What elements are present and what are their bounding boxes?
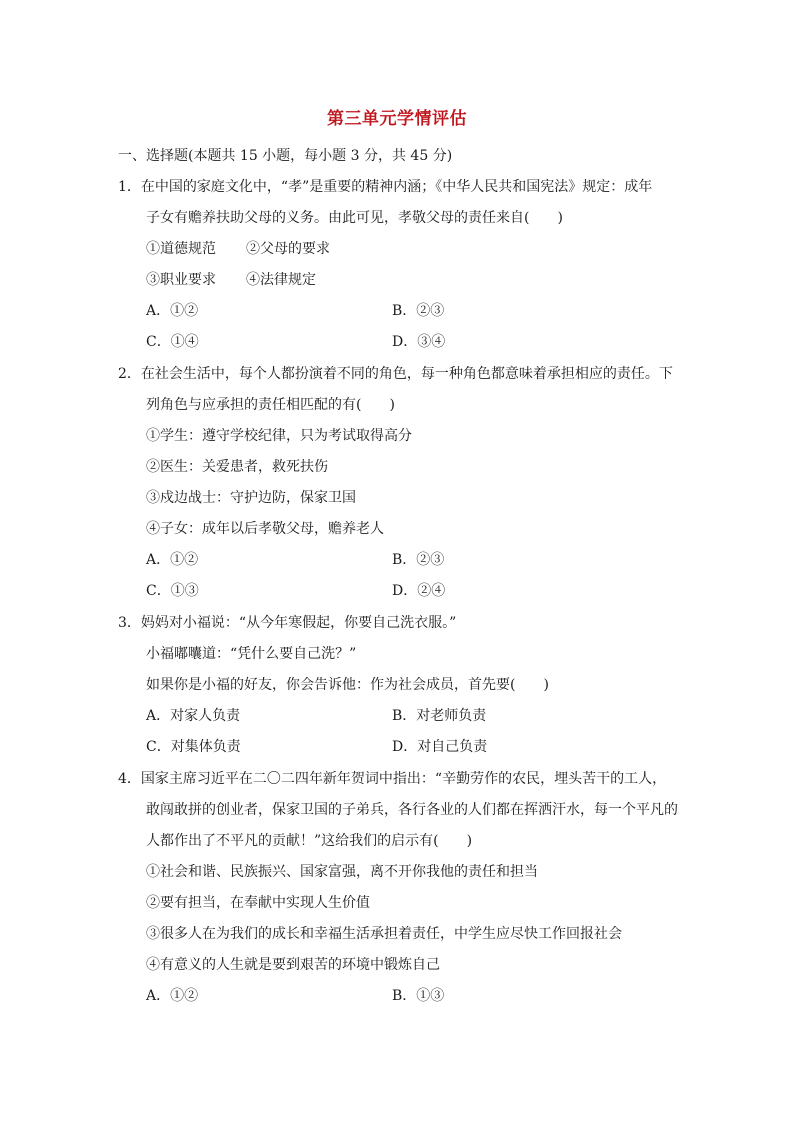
statement-item: ②要有担当，在奉献中实现人生价值 — [146, 895, 370, 911]
question-number: 4． — [118, 771, 141, 787]
statement-item: ①道德规范 — [146, 241, 216, 257]
option-d: D．对自己负责 — [392, 739, 488, 755]
question-3-line-2: 小福嘟囔道：“凭什么要自己洗？” — [146, 646, 357, 662]
section-header: 一、选择题(本题共 15 小题，每小题 3 分，共 45 分) — [118, 148, 453, 164]
option-b: B．②③ — [392, 552, 445, 568]
statement-item: ④子女：成年以后孝敬父母，赡养老人 — [146, 521, 384, 537]
option-b: B．对老师负责 — [392, 708, 487, 724]
option-c: C．①③ — [146, 583, 199, 599]
question-text: 在社会生活中，每个人都扮演着不同的角色，每一种角色都意味着承担相应的责任。下 — [140, 366, 673, 382]
question-4-line-1 — [118, 770, 666, 788]
option-a: A．对家人负责 — [146, 708, 241, 724]
question-text: 妈妈对小福说：“从今年寒假起，你要自己洗衣服。” — [140, 615, 457, 631]
question-1-items-row-2 — [146, 271, 316, 289]
statement-item: ③戍边战士：守护边防，保家卫国 — [146, 490, 356, 506]
option-b: B．①③ — [392, 988, 445, 1004]
page-title: 第三单元学情评估 — [327, 109, 467, 129]
question-4-line-2: 敢闯敢拼的创业者，保家卫国的子弟兵，各行各业的人们都在挥洒汗水，每一个平凡的 — [146, 802, 678, 818]
question-number: 1． — [118, 179, 141, 195]
option-c: C．①④ — [146, 334, 199, 350]
option-b: B．②③ — [392, 303, 445, 319]
question-number: 3． — [118, 615, 141, 631]
question-text: 国家主席习近平在二〇二四年新年贺词中指出：“辛勤劳作的农民，埋头苦干的工人， — [140, 771, 667, 787]
question-1-line-2: 子女有赡养扶助父母的义务。由此可见，孝敬父母的责任来自( ) — [146, 210, 563, 226]
statement-item: ③很多人在为我们的成长和幸福生活承担着责任，中学生应尽快工作回报社会 — [146, 926, 622, 942]
option-a: A．①② — [146, 552, 199, 568]
question-number: 2． — [118, 366, 141, 382]
statement-item: ④法律规定 — [246, 272, 316, 288]
question-3-line-3: 如果你是小福的好友，你会告诉他：作为社会成员，首先要( ) — [146, 677, 549, 693]
statement-item: ②父母的要求 — [246, 241, 330, 257]
question-2-line-1 — [118, 365, 673, 383]
statement-item: ④有意义的人生就是要到艰苦的环境中锻炼自己 — [146, 957, 440, 973]
question-4-line-3: 人都作出了不平凡的贡献！”这给我们的启示有( ) — [146, 833, 473, 849]
question-3-line-1 — [118, 614, 456, 632]
question-text: 在中国的家庭文化中，“孝”是重要的精神内涵；《中华人民共和国宪法》规定：成年 — [140, 179, 653, 195]
option-d: D．③④ — [392, 334, 446, 350]
statement-item: ①社会和谐、民族振兴、国家富强，离不开你我他的责任和担当 — [146, 864, 538, 880]
option-a: A．①② — [146, 988, 199, 1004]
statement-item: ③职业要求 — [146, 272, 216, 288]
question-1-line-1 — [118, 178, 652, 196]
statement-item: ①学生：遵守学校纪律，只为考试取得高分 — [146, 428, 412, 444]
option-d: D．②④ — [392, 583, 446, 599]
question-2-line-2: 列角色与应承担的责任相匹配的有( ) — [146, 397, 395, 413]
statement-item: ②医生：关爱患者，救死扶伤 — [146, 459, 328, 475]
option-a: A．①② — [146, 303, 199, 319]
question-1-items-row-1 — [146, 240, 330, 258]
option-c: C．对集体负责 — [146, 739, 241, 755]
